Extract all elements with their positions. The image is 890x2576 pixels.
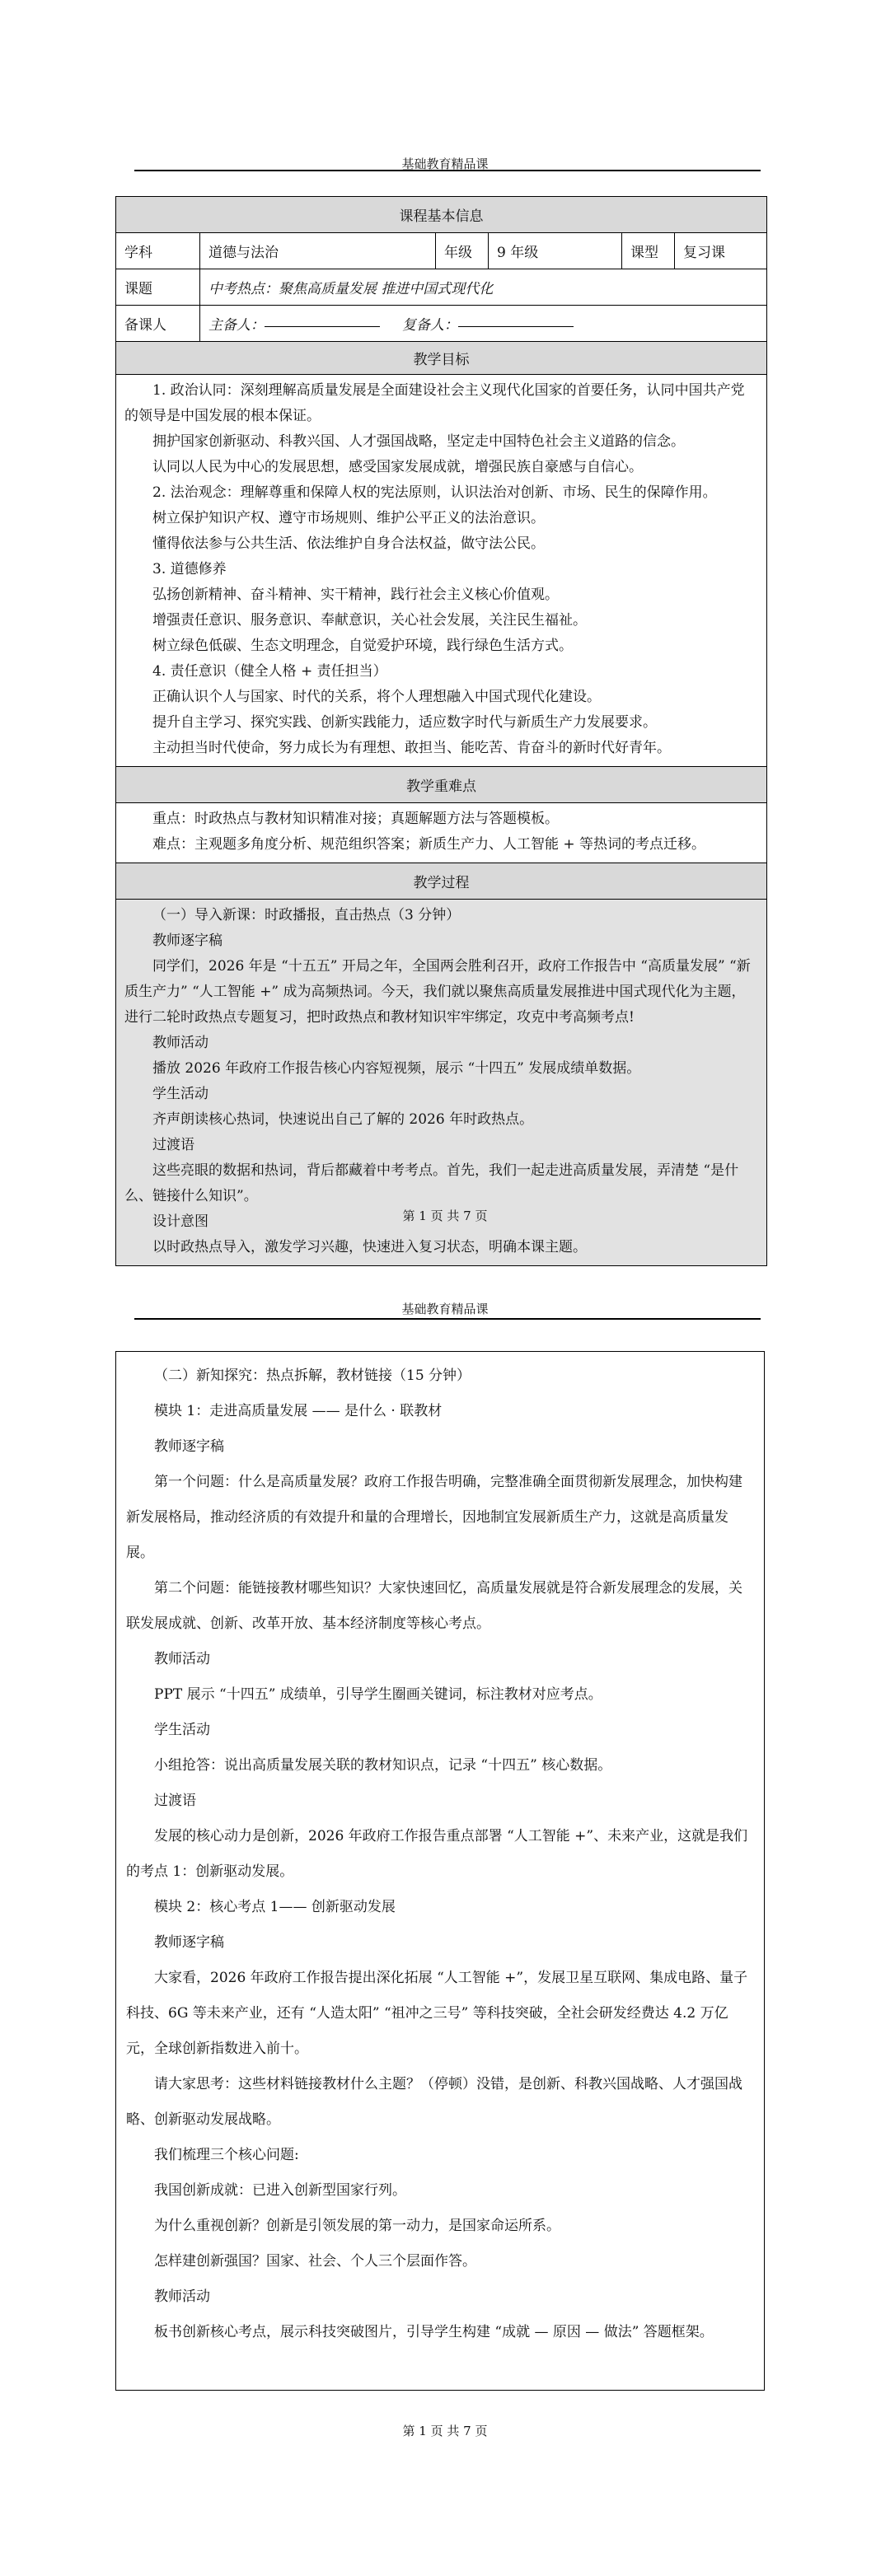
topic-value: 中考热点：聚焦高质量发展 推进中国式现代化 [200,269,767,306]
prep-main-label: 主备人： [208,317,265,334]
content-line: 我们梳理三个核心问题: [154,2147,299,2163]
subject-value: 道德与法治 [200,233,436,269]
content-line: 大家看，2026 年政府工作报告提出深化拓展 “人工智能 +”，发展卫星互联网、集成电路、量子科技、6G 等未来产业，还有 “人造太阳” “祖冲之三号” 等科技突破，全社会研发经费达 4.2 万亿元，全球创新指数进入前十。 [126,1970,748,2057]
content-line: 教师活动 [154,1651,210,1667]
content-line: 模块 2：核心考点 1—— 创新驱动发展 [154,1899,396,1915]
process-line: 齐声朗读核心热词，快速说出自己了解的 2026 年时政热点。 [152,1111,534,1128]
content-line: 教师活动 [154,2288,210,2305]
process-line: 教师逐字稿 [152,933,222,949]
process-line: 过渡语 [152,1137,194,1153]
grade-label: 年级 [436,233,489,269]
prep-value [200,306,767,342]
content-line: 我国创新成就：已进入创新型国家行列。 [154,2182,406,2199]
goal-line: 树立绿色低碳、生态文明理念，自觉爱护环境，践行绿色生活方式。 [152,638,573,654]
prep-label: 备课人 [116,306,200,342]
goal-line: 增强责任意识、服务意识、奉献意识，关心社会发展，关注民生福祉。 [152,612,587,629]
keypoint-line: 重点：时政热点与教材知识精准对接；真题解题方法与答题模板。 [152,811,559,827]
header-rule [134,1318,761,1320]
page-header: 基础教育精品课 [401,1302,489,1316]
goal-line: 正确认识个人与国家、时代的关系，将个人理想融入中国式现代化建设。 [152,689,601,705]
subject-label: 学科 [116,233,200,269]
goals-title: 教学目标 [116,342,767,375]
keypoints-block [116,803,767,863]
process-line: 这些亮眼的数据和热词，背后都藏着中考考点。首先，我们一起走进高质量发展，弄清楚 “是什么、链接什么知识”。 [124,1162,739,1204]
content-line: 教师逐字稿 [154,1934,224,1951]
content-line: 小组抢答：说出高质量发展关联的教材知识点，记录 “十四五” 核心数据。 [154,1757,612,1774]
topic-label: 课题 [116,269,200,306]
page-header: 基础教育精品课 [401,157,489,171]
content-line: 第二个问题：能链接教材哪些知识？大家快速回忆，高质量发展就是符合新发展理念的发展，关联发展成就、创新、改革开放、基本经济制度等核心考点。 [126,1580,742,1632]
content-line: 怎样建创新强国？国家、社会、个人三个层面作答。 [154,2253,476,2270]
content-line: 为什么重视创新？创新是引领发展的第一动力，是国家命运所系。 [154,2218,560,2234]
prep-co-label: 复备人： [402,317,459,334]
goal-line: 2. 法治观念：理解尊重和保障人权的宪法原则，认识法治对创新、市场、民生的保障作用。 [152,484,717,501]
type-label: 课型 [622,233,675,269]
goal-line: 主动担当时代使命，努力成长为有理想、敢担当、能吃苦、肯奋斗的新时代好青年。 [152,740,671,756]
goal-line: 拥护国家创新驱动、科教兴国、人才强国战略，坚定走中国特色社会主义道路的信念。 [152,433,685,450]
content-line: （二）新知探究：热点拆解，教材链接（15 分钟） [154,1367,471,1384]
course-info-table [115,196,767,1266]
content-line: 第一个问题：什么是高质量发展？政府工作报告明确，完整准确全面贯彻新发展理念，加快构建新发展格局，推动经济质的有效提升和量的合理增长，因地制宜发展新质生产力，这就是高质量发展。 [126,1474,742,1561]
course-info-title: 课程基本信息 [116,197,767,233]
content-line: 发展的核心动力是创新，2026 年政府工作报告重点部署 “人工智能 +”、未来产业，这就是我们的考点 1：创新驱动发展。 [126,1828,748,1880]
page-footer: 第 1 页 共 7 页 [402,2424,488,2438]
content-line: 模块 1：走进高质量发展 —— 是什么 · 联教材 [154,1403,443,1419]
lesson-content-box [115,1351,765,2391]
goals-block [116,375,767,767]
process-line: 同学们，2026 年是 “十五五” 开局之年，全国两会胜利召开，政府工作报告中 “高质量发展” “新质生产力” “人工智能 +” 成为高频热词。今天，我们就以聚焦高质量发展推进中国式现代化为主题，进行二轮时政热点专题复习，把时政热点和教材知识牢牢绑定，攻克中考高频考点! [124,958,751,1026]
page-footer: 第 1 页 共 7 页 [402,1209,488,1223]
content-line: 请大家思考：这些材料链接教材什么主题？（停顿）没错，是创新、科教兴国战略、人才强国战略、创新驱动发展战略。 [126,2076,742,2128]
goal-line: 4. 责任意识（健全人格 + 责任担当） [152,663,387,680]
content-line: PPT 展示 “十四五” 成绩单，引导学生圈画关键词，标注教材对应考点。 [154,1686,602,1703]
process-line: （一）导入新课：时政播报，直击热点（3 分钟） [152,907,461,923]
goal-line: 弘扬创新精神、奋斗精神、实干精神，践行社会主义核心价值观。 [152,587,559,603]
process-line: 以时政热点导入，激发学习兴趣，快速进入复习状态，明确本课主题。 [152,1239,587,1255]
process-line: 学生活动 [152,1086,208,1102]
goal-line: 懂得依法参与公共生活、依法维护自身合法权益，做守法公民。 [152,535,545,552]
header-rule [134,170,761,171]
content-line: 教师逐字稿 [154,1438,224,1455]
process-title: 教学过程 [116,863,767,900]
goal-line: 树立保护知识产权、遵守市场规则、维护公平正义的法治意识。 [152,510,545,526]
process-line: 设计意图 [152,1213,208,1230]
goal-line: 1. 政治认同：深刻理解高质量发展是全面建设社会主义现代化国家的首要任务，认同中国共产党的领导是中国发展的根本保证。 [124,382,745,424]
content-line: 板书创新核心考点，展示科技突破图片，引导学生构建 “成就 — 原因 — 做法” 答题框架。 [154,2324,714,2340]
keypoints-title: 教学重难点 [116,767,767,803]
goal-line: 认同以人民为中心的发展思想，感受国家发展成就，增强民族自豪感与自信心。 [152,459,643,475]
difficulty-line: 难点：主观题多角度分析、规范组织答案；新质生产力、人工智能 + 等热词的考点迁移。 [152,836,706,853]
type-value: 复习课 [675,233,767,269]
process-line: 教师活动 [152,1035,208,1051]
content-line: 过渡语 [154,1793,196,1809]
goal-line: 3. 道德修养 [152,561,227,577]
process-line: 播放 2026 年政府工作报告核心内容短视频，展示 “十四五” 发展成绩单数据。 [152,1060,641,1077]
grade-value: 9 年级 [489,233,622,269]
content-line: 学生活动 [154,1722,210,1738]
goal-line: 提升自主学习、探究实践、创新实践能力，适应数字时代与新质生产力发展要求。 [152,714,657,731]
